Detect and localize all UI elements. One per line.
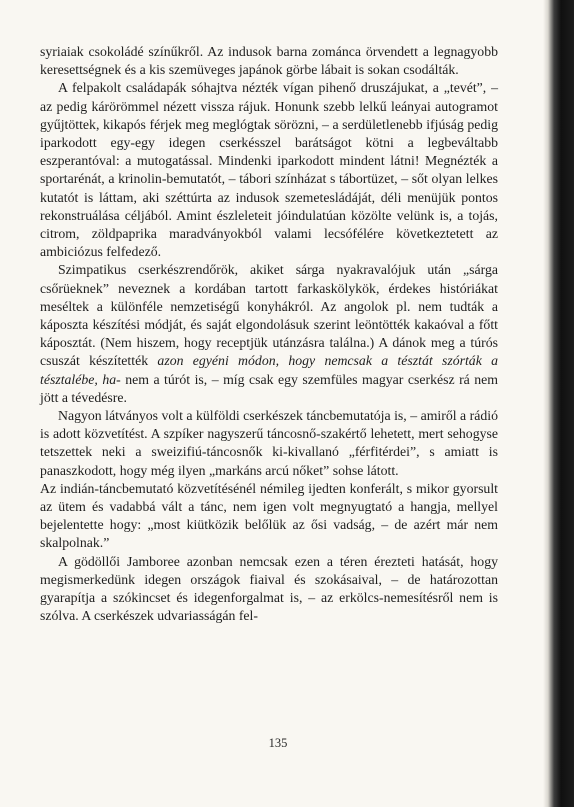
paragraph-4: Nagyon látványos volt a külföldi cserkészek táncbemutatója is, – amiről a rádió is adott közvetítést. A szpíker nagyszerű táncosnő-szakértő lehetett, mert sehogyse tetszettek neki a sweizifiú-táncosnők ki-kivallanó „férfitérdei”, s amiatt is panaszkodott, hogy még ilyen „markáns arcú nőket” sohse látott.	[40, 408, 498, 478]
paragraph-3	[40, 261, 498, 407]
body-text	[40, 43, 498, 626]
paragraph-6: A gödöllői Jamboree azonban nemcsak ezen a téren érezteti hatását, hogy megismerkedünk idegen országok fiaival és szokásaival, – de határozottan gyarapítja a szókincset és idegenforgalmat is, – az erkölcs-nemesítésről nem is szólva. A cserkészek udvariasságán fel-	[40, 553, 498, 624]
paragraph-3-italic: azon egyéni módon, hogy nemcsak a tésztát szórták a tésztalébe, ha-	[40, 353, 499, 387]
scan-edge-shadow	[543, 0, 574, 807]
paragraph-3-text: Szimpatikus cserkészrendőrök, akiket sárga nyakravalójuk után „sárga csőrüeknek” neveznek a kordában tartott farkaskölykök, érdekes históriákat meséltek a különféle nemzetiségű konyhákról. Az angolok pl. nem tudták a káposzta készítési módját, és saját elgondolásuk szerint leöntötték kakaóval a főtt káposztát. (Nem hiszem, hogy receptjük utánzásra találna.) A dánok meg a túrós csuszát készítették	[40, 262, 498, 369]
page-number: 135	[268, 736, 288, 750]
paragraph-1: syriaiak csokoládé színűkről. Az indusok barna zománca örvendett a legnagyobb keresettségnek és a kis szemüveges japánok görbe lábait is sokan csodálták.	[40, 44, 498, 78]
paragraph-3-tail: nem a túrót is, – míg csak egy szemfüles magyar cserkész rá nem jött a tévedésre.	[40, 371, 499, 405]
paragraph-5: Az indián-táncbemutató közvetítésénél némileg ijedten konferált, s mikor gyorsult az ütem és vadabbá vált a tánc, nem igen volt megnyugtató a hangja, mellyel bejelentette hogy: „most kiütközik belőlük az ősi vadság, – de azért már nem skalpolnak.”	[40, 480, 498, 551]
paragraph-2: A felpakolt családapák sóhajtva nézték vígan pihenő druszájukat, a „tevét”, – az pedig kárörömmel nézett vissza rájuk. Honunk szebb lelkű leányai autogramot gyűjtöttek, kikapós férjek meg meglógtak sörözni, – a serdületlenebb ifjúság pedig iparkodott egy-egy idegen cserkésszel barátságot kötni a legbeváltabb eszperantóval: a mutogatással. Mindenki iparkodott mindent látni! Megnézték a sportarénát, a krinolin-bemutatót, – tábori színházat s tábortüzet, – sőt olyan lelkes kutatót is láttam, aki széttúrta az indusok szemetesládáját, déli menüjük pontos rekonstruálása céljából. Amint észleleteit jóindulatúan közölte velünk is, a tojás, citrom, zöldpaprika maradványokból valami lecsófélére következtetett az ambiciózus felfedező.	[40, 80, 498, 260]
